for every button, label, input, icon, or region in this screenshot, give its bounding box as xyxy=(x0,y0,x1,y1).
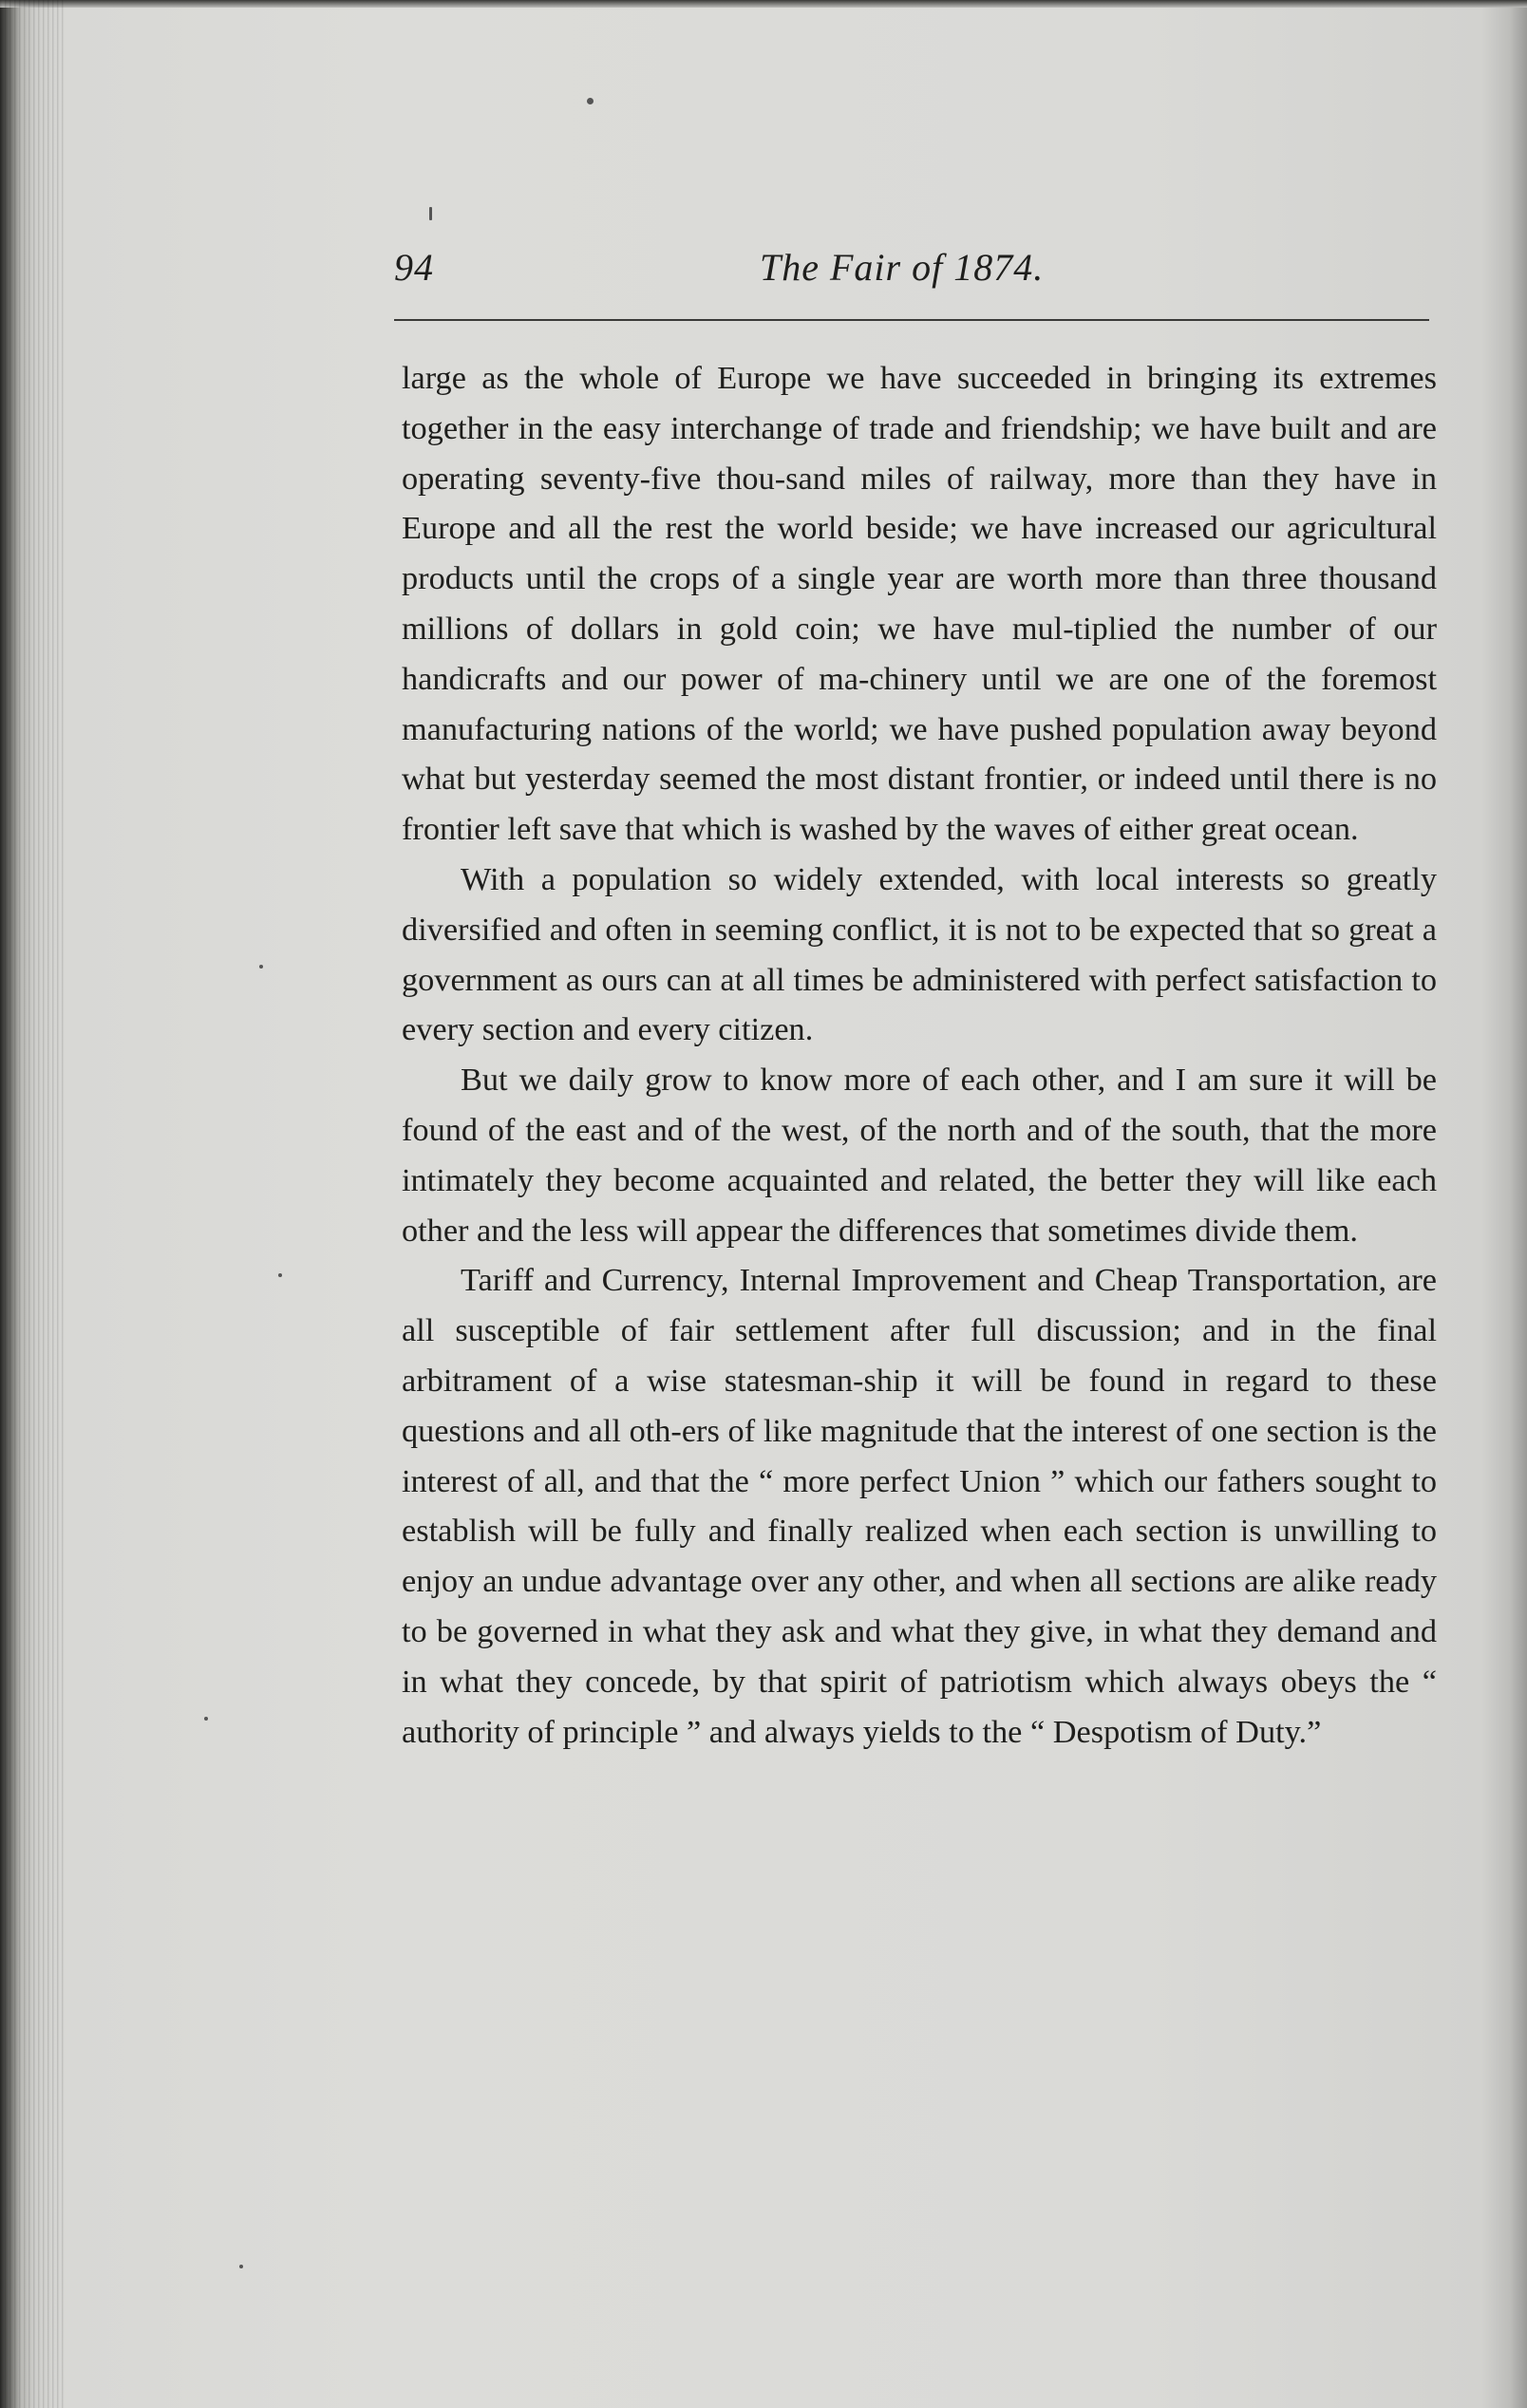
paragraph: Tariff and Currency, Internal Improvement and Cheap Transportation, are all susceptible of fair settlement after full discussion; and in the final arbitrament of a wise statesman-ship it will be found in regard to these questions and all oth-ers of like magnitude that the interest of one section is the interest of all, and that the “ more perfect Union ” which our fathers sought to establish will be fully and finally realized when each section is unwilling to enjoy an undue advantage over any other, and when all sections are alike ready to be governed in what they ask and what they give, in what they demand and in what they concede, by that spirit of patriotism which always obeys the “ authority of principle ” and always yields to the “ Despotism of Duty.” xyxy=(402,1262,1437,1750)
paragraph: With a population so widely extended, with local interests so greatly diversified and often in seeming conflict, it is not to be expected that so great a government as ours can at all times be administered with perfect satisfaction to every section and every citizen. xyxy=(402,860,1437,1048)
running-title: The Fair of 1874. xyxy=(760,246,1045,289)
ink-speck xyxy=(259,965,263,969)
page-gutter-edges xyxy=(0,0,66,2408)
body-text xyxy=(402,353,1437,1757)
page-header xyxy=(394,245,1429,304)
page-number: 94 xyxy=(394,246,434,289)
ink-speck xyxy=(587,98,594,104)
ink-speck xyxy=(204,1717,208,1721)
ink-speck xyxy=(239,2265,243,2268)
paragraph: But we daily grow to know more of each other, and I am sure it will be found of the east and of the west, of the north and of the south, that the more intimately they become acquainted and related, the better they will like each other and the less will appear the differences that sometimes divide them. xyxy=(402,1062,1437,1249)
ink-speck xyxy=(429,207,432,220)
header-rule xyxy=(394,319,1429,321)
ink-speck xyxy=(278,1273,282,1277)
paragraph: large as the whole of Europe we have succeeded in bringing its extremes together in the easy interchange of trade and friendship; we have built and are operating seventy-five thou-sand miles of railway, more than they have in Europe and all the rest the world beside; we have increased our agricultural products until the crops of a single year are worth more than three thousand millions of dollars in gold coin; we have mul-tiplied the number of our handicrafts and our power of ma-chinery until we are one of the foremost manufacturing nations of the world; we have pushed population away beyond what but yesterday seemed the most distant frontier, or indeed until there is no frontier left save that which is washed by the waves of either great ocean. xyxy=(402,360,1437,848)
page-top-edge xyxy=(0,0,1527,8)
